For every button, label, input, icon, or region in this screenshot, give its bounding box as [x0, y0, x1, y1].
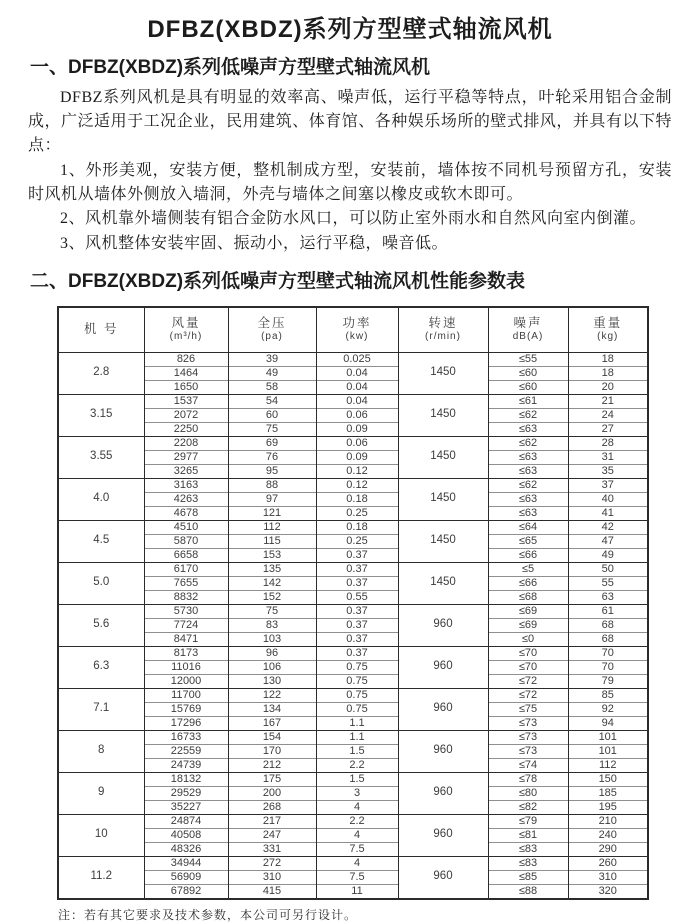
table-row [58, 744, 648, 758]
pressure-cell: 153 [228, 548, 316, 562]
rpm-cell: 960 [398, 604, 488, 646]
pressure-cell: 167 [228, 716, 316, 730]
airflow-cell: 6658 [144, 548, 228, 562]
airflow-cell: 40508 [144, 828, 228, 842]
airflow-cell: 29529 [144, 786, 228, 800]
power-cell: 0.12 [316, 478, 398, 492]
airflow-cell: 1537 [144, 394, 228, 408]
noise-cell: ≤69 [488, 604, 568, 618]
weight-cell: 79 [568, 674, 648, 688]
noise-cell: ≤62 [488, 436, 568, 450]
page-title: DFBZ(XBDZ)系列方型壁式轴流风机 [147, 16, 553, 43]
weight-cell: 310 [568, 870, 648, 884]
weight-cell: 49 [568, 548, 648, 562]
table-row [58, 450, 648, 464]
noise-cell: ≤55 [488, 352, 568, 366]
table-row [58, 660, 648, 674]
weight-cell: 112 [568, 758, 648, 772]
weight-cell: 70 [568, 660, 648, 674]
model-cell: 11.2 [58, 856, 144, 899]
pressure-cell: 69 [228, 436, 316, 450]
table-row [58, 380, 648, 394]
power-cell: 0.75 [316, 688, 398, 702]
weight-cell: 101 [568, 730, 648, 744]
noise-cell: ≤60 [488, 366, 568, 380]
table-row [58, 492, 648, 506]
table-row [58, 464, 648, 478]
table-header [58, 307, 648, 353]
airflow-cell: 7724 [144, 618, 228, 632]
airflow-cell: 56909 [144, 870, 228, 884]
pressure-cell: 106 [228, 660, 316, 674]
weight-cell: 101 [568, 744, 648, 758]
pressure-cell: 88 [228, 478, 316, 492]
power-cell: 0.09 [316, 450, 398, 464]
power-cell: 0.25 [316, 534, 398, 548]
header-unit: (m³/h) [169, 331, 203, 343]
table-row [58, 772, 648, 786]
noise-cell: ≤63 [488, 422, 568, 436]
noise-cell: ≤83 [488, 842, 568, 856]
weight-cell: 61 [568, 604, 648, 618]
power-cell: 0.37 [316, 548, 398, 562]
airflow-cell: 826 [144, 352, 228, 366]
power-cell: 4 [316, 856, 398, 870]
pressure-cell: 112 [228, 520, 316, 534]
pressure-cell: 217 [228, 814, 316, 828]
table-row [58, 590, 648, 604]
noise-cell: ≤68 [488, 590, 568, 604]
airflow-cell: 18132 [144, 772, 228, 786]
table-row [58, 408, 648, 422]
table-row [58, 562, 648, 576]
power-cell: 4 [316, 800, 398, 814]
table-row [58, 758, 648, 772]
airflow-cell: 2072 [144, 408, 228, 422]
rpm-cell: 960 [398, 646, 488, 688]
model-cell: 6.3 [58, 646, 144, 688]
airflow-cell: 15769 [144, 702, 228, 716]
weight-cell: 320 [568, 884, 648, 899]
power-cell: 0.25 [316, 506, 398, 520]
weight-cell: 68 [568, 618, 648, 632]
pressure-cell: 75 [228, 604, 316, 618]
noise-cell: ≤60 [488, 380, 568, 394]
weight-cell: 27 [568, 422, 648, 436]
table-row [58, 800, 648, 814]
noise-cell: ≤78 [488, 772, 568, 786]
header-unit: dB(A) [512, 331, 544, 343]
noise-cell: ≤73 [488, 730, 568, 744]
header-row [58, 307, 648, 353]
noise-cell: ≤81 [488, 828, 568, 842]
pressure-cell: 75 [228, 422, 316, 436]
pressure-cell: 154 [228, 730, 316, 744]
rpm-cell: 960 [398, 688, 488, 730]
weight-cell: 195 [568, 800, 648, 814]
noise-cell: ≤63 [488, 492, 568, 506]
noise-cell: ≤74 [488, 758, 568, 772]
weight-cell: 85 [568, 688, 648, 702]
section1-heading: 一、DFBZ(XBDZ)系列低噪声方型壁式轴流风机 [30, 57, 431, 79]
airflow-cell: 3163 [144, 478, 228, 492]
pressure-cell: 247 [228, 828, 316, 842]
pressure-cell: 310 [228, 870, 316, 884]
airflow-cell: 4678 [144, 506, 228, 520]
airflow-cell: 17296 [144, 716, 228, 730]
noise-cell: ≤80 [488, 786, 568, 800]
noise-cell: ≤79 [488, 814, 568, 828]
power-cell: 0.06 [316, 436, 398, 450]
power-cell: 0.09 [316, 422, 398, 436]
power-cell: 1.5 [316, 744, 398, 758]
weight-cell: 70 [568, 646, 648, 660]
power-cell: 0.37 [316, 618, 398, 632]
header-title: 风量 [171, 316, 201, 331]
noise-cell: ≤73 [488, 716, 568, 730]
footnote: 注：若有其它要求及技术参数，本公司可另行设计。 [58, 907, 358, 922]
header-unit: (pa) [261, 331, 283, 343]
airflow-cell: 5730 [144, 604, 228, 618]
noise-cell: ≤75 [488, 702, 568, 716]
table-row [58, 646, 648, 660]
noise-cell: ≤66 [488, 576, 568, 590]
airflow-cell: 7655 [144, 576, 228, 590]
pressure-cell: 96 [228, 646, 316, 660]
noise-cell: ≤72 [488, 674, 568, 688]
header-unit: (r/min) [425, 331, 461, 343]
weight-cell: 42 [568, 520, 648, 534]
noise-cell: ≤73 [488, 744, 568, 758]
model-cell: 4.0 [58, 478, 144, 520]
airflow-cell: 35227 [144, 800, 228, 814]
model-cell: 5.0 [58, 562, 144, 604]
rpm-cell: 1450 [398, 436, 488, 478]
rpm-cell: 960 [398, 814, 488, 856]
airflow-cell: 1650 [144, 380, 228, 394]
pressure-cell: 135 [228, 562, 316, 576]
col-header-noise [488, 307, 568, 353]
power-cell: 7.5 [316, 842, 398, 856]
airflow-cell: 3265 [144, 464, 228, 478]
rpm-cell: 1450 [398, 394, 488, 436]
table-row [58, 884, 648, 899]
power-cell: 7.5 [316, 870, 398, 884]
noise-cell: ≤85 [488, 870, 568, 884]
weight-cell: 37 [568, 478, 648, 492]
pressure-cell: 58 [228, 380, 316, 394]
weight-cell: 150 [568, 772, 648, 786]
feature-item-3: 3、风机整体安装牢固、振动小，运行平稳，噪音低。 [60, 234, 449, 252]
table-row [58, 478, 648, 492]
airflow-cell: 11016 [144, 660, 228, 674]
power-cell: 0.55 [316, 590, 398, 604]
pressure-cell: 97 [228, 492, 316, 506]
table-row [58, 604, 648, 618]
airflow-cell: 24874 [144, 814, 228, 828]
noise-cell: ≤66 [488, 548, 568, 562]
feature-item-2: 2、风机靠外墙侧装有铝合金防水风口，可以防止室外雨水和自然风向室内倒灌。 [60, 210, 647, 228]
power-cell: 0.75 [316, 702, 398, 716]
weight-cell: 40 [568, 492, 648, 506]
noise-cell: ≤83 [488, 856, 568, 870]
power-cell: 1.5 [316, 772, 398, 786]
airflow-cell: 2250 [144, 422, 228, 436]
pressure-cell: 142 [228, 576, 316, 590]
airflow-cell: 1464 [144, 366, 228, 380]
power-cell: 1.1 [316, 730, 398, 744]
pressure-cell: 54 [228, 394, 316, 408]
pressure-cell: 103 [228, 632, 316, 646]
weight-cell: 20 [568, 380, 648, 394]
pressure-cell: 115 [228, 534, 316, 548]
power-cell: 0.06 [316, 408, 398, 422]
weight-cell: 290 [568, 842, 648, 856]
col-header-weight [568, 307, 648, 353]
rpm-cell: 960 [398, 772, 488, 814]
noise-cell: ≤0 [488, 632, 568, 646]
weight-cell: 240 [568, 828, 648, 842]
noise-cell: ≤64 [488, 520, 568, 534]
weight-cell: 24 [568, 408, 648, 422]
airflow-cell: 48326 [144, 842, 228, 856]
table-row [58, 730, 648, 744]
rpm-cell: 1450 [398, 478, 488, 520]
airflow-cell: 8471 [144, 632, 228, 646]
table-row [58, 688, 648, 702]
weight-cell: 18 [568, 366, 648, 380]
model-cell: 7.1 [58, 688, 144, 730]
power-cell: 0.04 [316, 366, 398, 380]
power-cell: 0.75 [316, 660, 398, 674]
weight-cell: 94 [568, 716, 648, 730]
model-cell: 4.5 [58, 520, 144, 562]
header-unit: (kg) [597, 331, 619, 343]
airflow-cell: 34944 [144, 856, 228, 870]
pressure-cell: 415 [228, 884, 316, 899]
table-row [58, 856, 648, 870]
airflow-cell: 4510 [144, 520, 228, 534]
noise-cell: ≤62 [488, 478, 568, 492]
power-cell: 0.04 [316, 380, 398, 394]
model-cell: 2.8 [58, 352, 144, 394]
model-cell: 9 [58, 772, 144, 814]
table-row [58, 702, 648, 716]
power-cell: 0.37 [316, 562, 398, 576]
table-row [58, 352, 648, 366]
table-row [58, 842, 648, 856]
table-row [58, 870, 648, 884]
pressure-cell: 212 [228, 758, 316, 772]
pressure-cell: 83 [228, 618, 316, 632]
pressure-cell: 272 [228, 856, 316, 870]
noise-cell: ≤5 [488, 562, 568, 576]
airflow-cell: 24739 [144, 758, 228, 772]
noise-cell: ≤72 [488, 688, 568, 702]
col-header-rpm [398, 307, 488, 353]
table-row [58, 548, 648, 562]
airflow-cell: 11700 [144, 688, 228, 702]
airflow-cell: 8173 [144, 646, 228, 660]
weight-cell: 21 [568, 394, 648, 408]
weight-cell: 92 [568, 702, 648, 716]
airflow-cell: 8832 [144, 590, 228, 604]
pressure-cell: 122 [228, 688, 316, 702]
table-row [58, 506, 648, 520]
header-title: 全压 [257, 316, 287, 331]
power-cell: 0.75 [316, 674, 398, 688]
power-cell: 2.2 [316, 814, 398, 828]
noise-cell: ≤70 [488, 646, 568, 660]
weight-cell: 47 [568, 534, 648, 548]
power-cell: 3 [316, 786, 398, 800]
power-cell: 0.37 [316, 576, 398, 590]
intro-paragraph: DFBZ系列风机是具有明显的效率高、噪声低，运行平稳等特点，叶轮采用铝合金制成，广泛适用于工况企业，民用建筑、体育馆、各种娱乐场所的壁式排风，并具有以下特点： [28, 88, 672, 155]
performance-table [57, 306, 649, 900]
noise-cell: ≤63 [488, 464, 568, 478]
pressure-cell: 76 [228, 450, 316, 464]
header-title: 功率 [342, 316, 372, 331]
airflow-cell: 2208 [144, 436, 228, 450]
noise-cell: ≤62 [488, 408, 568, 422]
weight-cell: 55 [568, 576, 648, 590]
airflow-cell: 67892 [144, 884, 228, 899]
table-row [58, 576, 648, 590]
pressure-cell: 200 [228, 786, 316, 800]
weight-cell: 31 [568, 450, 648, 464]
col-header-power [316, 307, 398, 353]
weight-cell: 260 [568, 856, 648, 870]
pressure-cell: 121 [228, 506, 316, 520]
power-cell: 0.04 [316, 394, 398, 408]
weight-cell: 35 [568, 464, 648, 478]
model-cell: 8 [58, 730, 144, 772]
rpm-cell: 1450 [398, 562, 488, 604]
power-cell: 11 [316, 884, 398, 899]
weight-cell: 18 [568, 352, 648, 366]
col-header-airflow [144, 307, 228, 353]
rpm-cell: 1450 [398, 520, 488, 562]
pressure-cell: 170 [228, 744, 316, 758]
power-cell: 0.18 [316, 520, 398, 534]
model-cell: 10 [58, 814, 144, 856]
power-cell: 0.37 [316, 604, 398, 618]
power-cell: 0.37 [316, 632, 398, 646]
pressure-cell: 331 [228, 842, 316, 856]
table-row [58, 422, 648, 436]
power-cell: 0.18 [316, 492, 398, 506]
table-row [58, 618, 648, 632]
weight-cell: 210 [568, 814, 648, 828]
weight-cell: 185 [568, 786, 648, 800]
col-header-model [58, 307, 144, 353]
model-cell: 5.6 [58, 604, 144, 646]
weight-cell: 68 [568, 632, 648, 646]
rpm-cell: 1450 [398, 352, 488, 394]
table-row [58, 716, 648, 730]
airflow-cell: 5870 [144, 534, 228, 548]
table-row [58, 828, 648, 842]
table-row [58, 436, 648, 450]
pressure-cell: 95 [228, 464, 316, 478]
noise-cell: ≤88 [488, 884, 568, 899]
noise-cell: ≤70 [488, 660, 568, 674]
noise-cell: ≤69 [488, 618, 568, 632]
power-cell: 2.2 [316, 758, 398, 772]
header-title: 机 号 [84, 322, 119, 337]
pressure-cell: 134 [228, 702, 316, 716]
table-row [58, 534, 648, 548]
rpm-cell: 960 [398, 730, 488, 772]
airflow-cell: 4263 [144, 492, 228, 506]
airflow-cell: 2977 [144, 450, 228, 464]
pressure-cell: 60 [228, 408, 316, 422]
table-body [58, 352, 648, 899]
weight-cell: 41 [568, 506, 648, 520]
power-cell: 0.37 [316, 646, 398, 660]
airflow-cell: 16733 [144, 730, 228, 744]
weight-cell: 50 [568, 562, 648, 576]
power-cell: 0.12 [316, 464, 398, 478]
table-row [58, 520, 648, 534]
pressure-cell: 175 [228, 772, 316, 786]
section2-heading: 二、DFBZ(XBDZ)系列低噪声方型壁式轴流风机性能参数表 [30, 271, 526, 293]
table-row [58, 394, 648, 408]
header-unit: (kw) [345, 331, 369, 343]
pressure-cell: 130 [228, 674, 316, 688]
table-row [58, 786, 648, 800]
noise-cell: ≤82 [488, 800, 568, 814]
weight-cell: 28 [568, 436, 648, 450]
pressure-cell: 39 [228, 352, 316, 366]
noise-cell: ≤65 [488, 534, 568, 548]
noise-cell: ≤63 [488, 506, 568, 520]
pressure-cell: 268 [228, 800, 316, 814]
table-row [58, 814, 648, 828]
airflow-cell: 22559 [144, 744, 228, 758]
table-row [58, 366, 648, 380]
noise-cell: ≤61 [488, 394, 568, 408]
power-cell: 4 [316, 828, 398, 842]
table-row [58, 674, 648, 688]
header-title: 转速 [428, 316, 458, 331]
power-cell: 0.025 [316, 352, 398, 366]
feature-item-1: 1、外形美观，安装方便，整机制成方型，安装前，墙体按不同机号预留方孔，安装时风机从墙体外侧放入墙洞，外壳与墙体之间塞以橡皮或软木即可。 [28, 161, 672, 204]
pressure-cell: 49 [228, 366, 316, 380]
header-title: 噪声 [513, 316, 543, 331]
power-cell: 1.1 [316, 716, 398, 730]
rpm-cell: 960 [398, 856, 488, 899]
airflow-cell: 12000 [144, 674, 228, 688]
weight-cell: 63 [568, 590, 648, 604]
airflow-cell: 6170 [144, 562, 228, 576]
table-row [58, 632, 648, 646]
header-title: 重量 [593, 316, 623, 331]
col-header-pressure [228, 307, 316, 353]
pressure-cell: 152 [228, 590, 316, 604]
noise-cell: ≤63 [488, 450, 568, 464]
model-cell: 3.15 [58, 394, 144, 436]
model-cell: 3.55 [58, 436, 144, 478]
